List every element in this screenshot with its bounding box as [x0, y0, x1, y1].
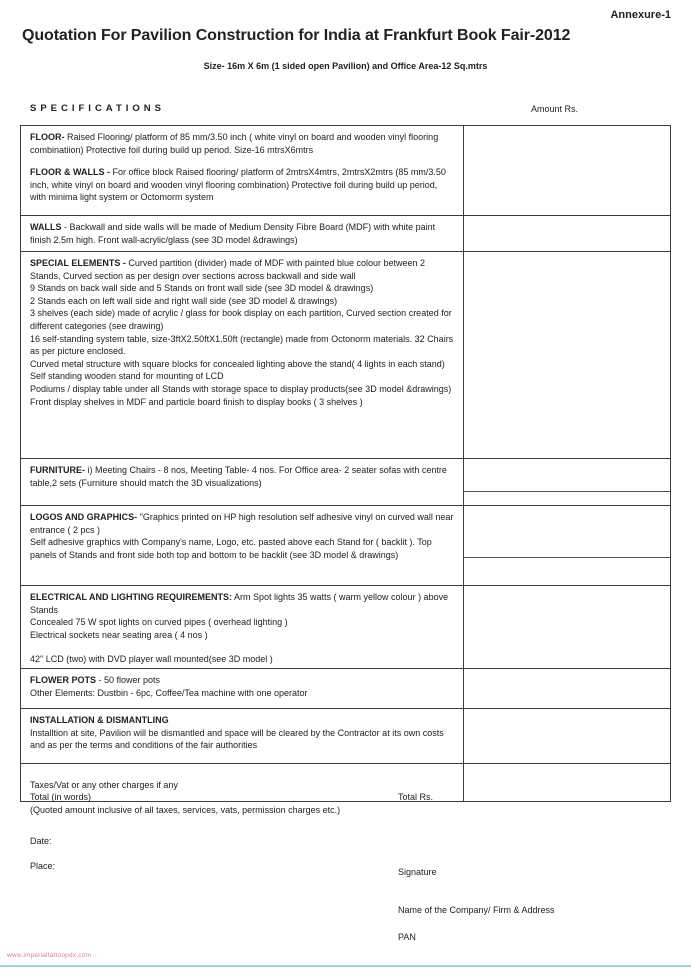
total-in-words-label: Total (in words)	[30, 792, 92, 802]
spec-line: WALLS - Backwall and side walls will be made of Medium Density Fibre Board (MDF) with white paint finish 2.5m high. Front wall-acrylic/glass (see 3D model &drawings)	[30, 222, 436, 245]
total-rs-label: Total Rs.	[398, 792, 434, 802]
spec-amount-cell	[464, 216, 670, 251]
bottom-accent-bar	[0, 965, 691, 967]
spec-description-cell	[21, 126, 464, 215]
spec-line: Curved metal structure with square blocks for concealed lighting above the stand( 4 lights in each stand)	[30, 358, 445, 369]
spec-line: FURNITURE- i) Meeting Chairs - 8 nos, Meeting Table- 4 nos. For Office area- 2 seater sofas with centre table,2 sets (Furniture should match the 3D visualizations)	[30, 465, 447, 488]
spec-description-cell	[21, 459, 464, 505]
spec-line: INSTALLATION & DISMANTLING	[30, 715, 169, 725]
amount-cell-divider	[464, 491, 670, 492]
spec-description-cell	[21, 252, 464, 458]
spec-amount-cell	[464, 764, 670, 801]
spec-line: Self standing wooden stand for mounting of LCD	[30, 371, 224, 382]
spec-amount-cell	[464, 506, 670, 585]
spec-description-cell	[21, 506, 464, 585]
specifications-header: SPECIFICATIONS	[30, 103, 165, 114]
watermark: www.imperialtattoopdx.com	[7, 952, 92, 959]
spec-amount-cell	[464, 252, 670, 458]
spec-line: 9 Stands on back wall side and 5 Stands on front wall side (see 3D model & drawings)	[30, 283, 374, 294]
spec-row-furniture	[21, 459, 670, 506]
spec-line: 3 shelves (each side) made of acrylic / glass for book display on each partition, Curved section created for different categories (see drawing)	[30, 308, 452, 331]
spec-line-spacer	[30, 641, 454, 653]
spec-line: 16 self-standing system table, size-3ftX2.50ftX1.50ft (rectangle) made from Octonorm materials. 32 Chairs as per picture enclosed.	[30, 333, 454, 357]
spec-line: 2 Stands each on left wall side and right wall side (see 3D model & drawings)	[30, 295, 338, 306]
spec-table	[20, 125, 671, 802]
spec-line: Front display shelves in MDF and particle board finish to display books ( 3 shelves )	[30, 396, 363, 407]
spec-amount-cell	[464, 126, 670, 215]
amount-column-header: Amount Rs.	[531, 104, 579, 114]
date-label: Date:	[30, 836, 52, 846]
spec-row-installation-dismantling	[21, 709, 670, 764]
spec-line: Taxes/Vat or any other charges if any	[30, 780, 178, 790]
spec-amount-cell	[464, 586, 670, 668]
spec-line: 42" LCD (two) with DVD player wall mounted(see 3D model )	[30, 654, 273, 665]
signature-label: Signature	[398, 867, 437, 877]
spec-line: SPECIAL ELEMENTS - Curved partition (divider) made of MDF with painted blue colour between 2 Stands, Curved section as per design over sections across backwall and side wall	[30, 258, 426, 281]
annexure-label: Annexure-1	[610, 9, 671, 21]
page-subtitle: Size- 16m X 6m (1 sided open Pavilion) and Office Area-12 Sq.mtrs	[203, 61, 488, 71]
total-note: (Quoted amount inclusive of all taxes, services, vats, permission charges etc.)	[30, 805, 341, 815]
spec-line: Electrical sockets near seating area ( 4 nos )	[30, 629, 208, 640]
spec-line-spacer	[30, 156, 454, 166]
spec-line: FLOOR- Raised Flooring/ platform of 85 mm/3.50 inch ( white vinyl on board and wooden vinyl flooring combinatiion) Protective foil during build up period. Size-16 mtrsX6mtrs	[30, 132, 439, 155]
page-title: Quotation For Pavilion Construction for India at Frankfurt Book Fair-2012	[22, 27, 571, 44]
spec-amount-cell	[464, 709, 670, 763]
company-name-label: Name of the Company/ Firm & Address	[398, 905, 555, 915]
place-label: Place:	[30, 861, 56, 871]
spec-line: Concealed 75 W spot lights on curved pipes ( overhead lighting )	[30, 617, 288, 628]
amount-cell-divider	[464, 557, 670, 558]
spec-line: ELECTRICAL AND LIGHTING REQUIREMENTS: Arm Spot lights 35 watts ( warm yellow colour ) above Stands	[30, 592, 449, 615]
spec-description-cell	[21, 586, 464, 668]
spec-line: LOGOS AND GRAPHICS- "Graphics printed on HP high resolution self adhesive vinyl on curved wall near entrance ( 2 pcs )	[30, 512, 454, 535]
spec-row-electrical-and-lighting	[21, 586, 670, 669]
spec-description-cell	[21, 709, 464, 763]
spec-amount-cell	[464, 669, 670, 708]
pan-label: PAN	[398, 932, 416, 942]
spec-line: FLOWER POTS - 50 flower pots	[30, 675, 161, 685]
spec-row-special-elements	[21, 252, 670, 459]
spec-line: Other Elements: Dustbin - 6pc, Coffee/Tea machine with one operator	[30, 687, 308, 698]
spec-line: Installtion at site, Pavilion will be dismantled and space will be cleared by the Contractor at its own costs and as per the terms and conditions of the fair authorities	[30, 727, 444, 751]
spec-row-flower-pots	[21, 669, 670, 709]
spec-line: FLOOR & WALLS - For office block Raised flooring/ platform of 2mtrsX4mtrs, 2mtrsX2mtrs (85 mm/3.50 inch, white vinyl on board and wooden vinyl flooring combination) Protective foil during build up period, with minima light system or Octomorm system	[30, 167, 446, 203]
spec-description-cell	[21, 669, 464, 708]
spec-row-floor	[21, 126, 670, 216]
spec-row-walls	[21, 216, 670, 252]
spec-line: Podiums / display table under all Stands with storage space to display products(see 3D model &drawings)	[30, 383, 452, 394]
spec-line: Self adhesive graphics with Company's name, Logo, etc. pasted above each Stand for ( backlit ). Top panels of Stands and front side both top and bottom to be backlit (see 3D model & drawings)	[30, 537, 432, 560]
spec-row-logos-and-graphics	[21, 506, 670, 586]
spec-description-cell	[21, 216, 464, 251]
spec-line-spacer	[30, 769, 454, 779]
spec-row-taxes	[21, 764, 670, 801]
spec-amount-cell	[464, 459, 670, 505]
